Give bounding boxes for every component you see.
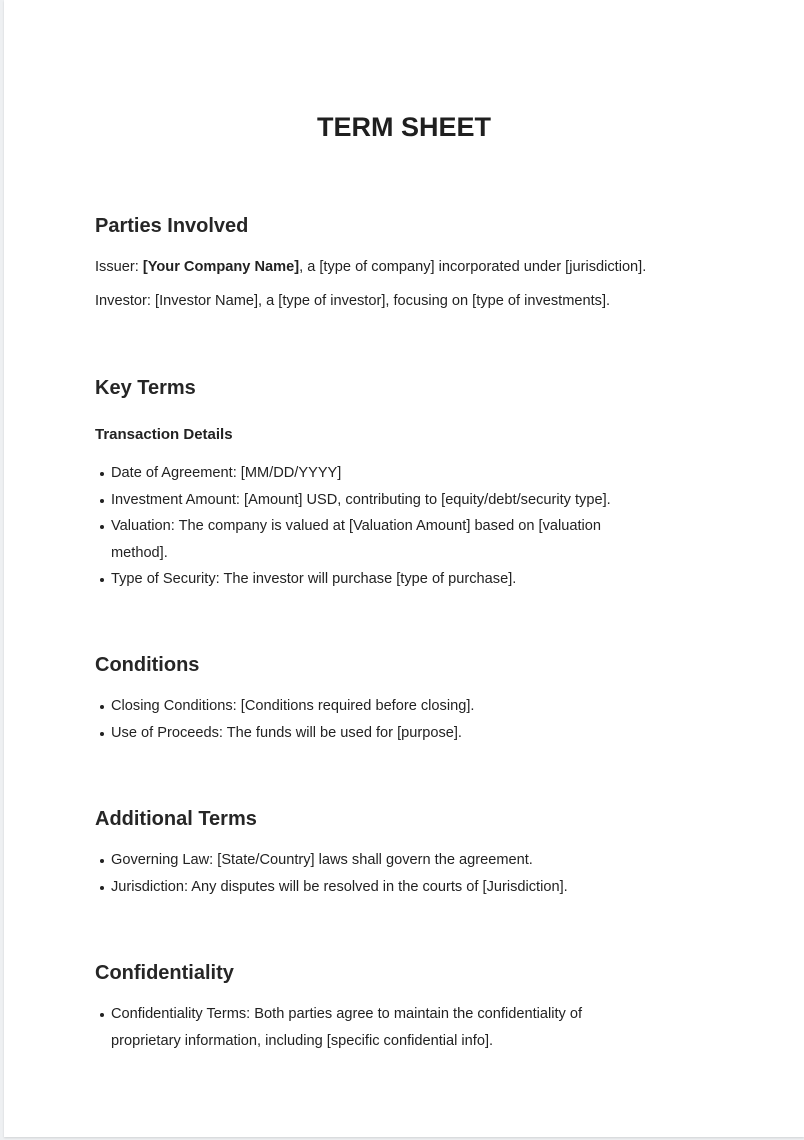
- list-item: Investment Amount: [Amount] USD, contributing to [equity/debt/security type].: [95, 487, 675, 514]
- section-heading-key-terms: Key Terms: [95, 377, 196, 399]
- issuer-label: Issuer:: [95, 259, 143, 275]
- section-heading-parties: Parties Involved: [95, 215, 249, 237]
- issuer-name: [Your Company Name]: [142, 259, 300, 275]
- document-title: TERM SHEET: [316, 112, 491, 142]
- issuer-line: [95, 257, 646, 277]
- list-item: Date of Agreement: [MM/DD/YYYY]: [95, 460, 675, 487]
- conditions-list: [95, 693, 675, 746]
- document-page: [4, 0, 804, 1137]
- section-heading-confidentiality: Confidentiality: [95, 962, 234, 984]
- list-item: Use of Proceeds: The funds will be used for [purpose].: [95, 720, 675, 747]
- subheading-transaction-details: Transaction Details: [95, 426, 233, 443]
- additional-terms-list: [95, 847, 675, 900]
- list-item: Valuation: The company is valued at [Valuation Amount] based on [valuation method].: [95, 513, 651, 566]
- list-item: Type of Security: The investor will purchase [type of purchase].: [95, 566, 675, 593]
- confidentiality-list: [95, 1001, 640, 1054]
- section-heading-conditions: Conditions: [95, 654, 200, 676]
- list-item: Confidentiality Terms: Both parties agree to maintain the confidentiality of proprietary information, including [specific confidential info].: [95, 1001, 640, 1054]
- list-item: Governing Law: [State/Country] laws shall govern the agreement.: [95, 847, 675, 874]
- investor-line: Investor: [Investor Name], a [type of investor], focusing on [type of investments].: [95, 293, 611, 309]
- issuer-description: , a [type of company] incorporated under [jurisdiction].: [299, 259, 647, 275]
- list-item: Jurisdiction: Any disputes will be resolved in the courts of [Jurisdiction].: [95, 874, 675, 901]
- section-heading-additional-terms: Additional Terms: [95, 808, 257, 830]
- transaction-details-list: [95, 460, 675, 593]
- list-item: Closing Conditions: [Conditions required before closing].: [95, 693, 675, 720]
